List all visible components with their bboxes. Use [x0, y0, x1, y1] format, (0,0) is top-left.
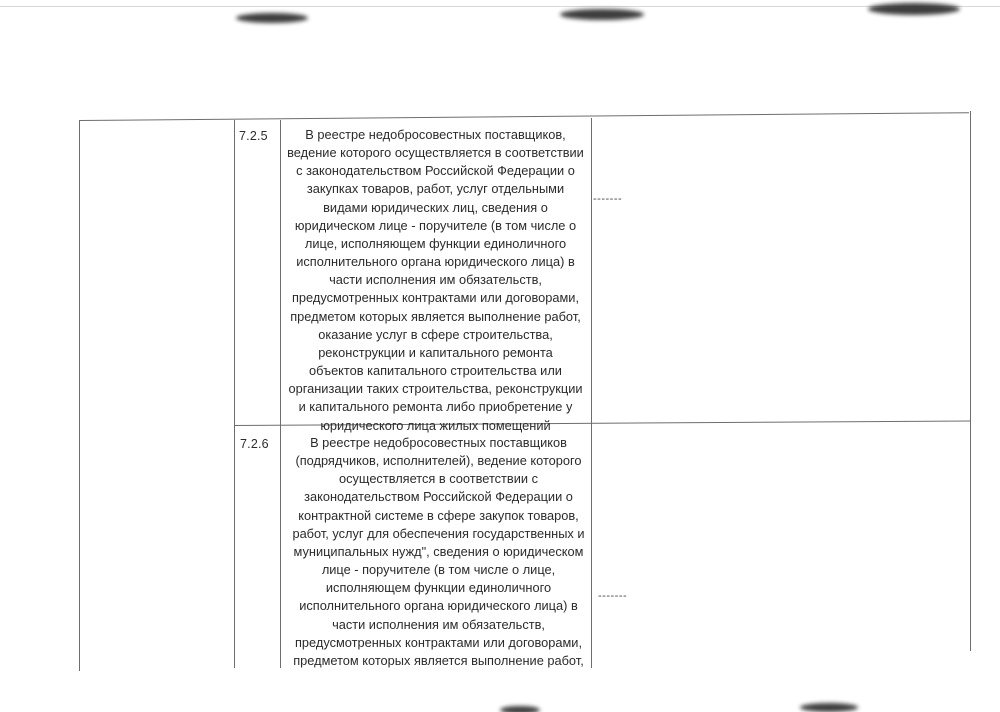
- row-number: 7.2.5: [239, 129, 268, 143]
- scan-smudge: [236, 13, 308, 23]
- row-text: В реестре недобросовестных поставщиков, ведение которого осуществляется в соответствии с законодательством Российской Федерации о закупках товаров, работ, услуг отдельными видами юридических лиц, сведения о юридическом лице - поручителе (в том числе о лице, исполняющем функции единоличного исполнительного органа юридического лица) в части исполнения им обязательств, предусмотренных контрактами или договорами, предметом которых является выполнение работ, оказание услуг в сфере строительства, реконструкции и капитального ремонта объектов капитального строительства или организации таких строительства, реконструкции и капитального ремонта либо приобретение у юридического лица жилых помещений: [287, 127, 584, 433]
- row-value: -------: [593, 193, 623, 205]
- table-right-border: [970, 111, 971, 651]
- scan-edge-line: [0, 6, 1000, 7]
- table-left-border: [79, 121, 80, 671]
- row-text: В реестре недобросовестных поставщиков (подрядчиков, исполнителей), ведение которого осуществляется в соответствии с законодательством Российской Федерации о контрактной системе в сфере закупок товаров, работ, услуг для обеспечения государственных и муниципальных нужд", сведения о юридическом лице - поручителе (в том числе о лице, исполняющем функции единоличного исполнительного органа юридического лица) в части исполнения им обязательств, предусмотренных контрактами или договорами, предметом которых является выполнение работ,: [292, 435, 585, 668]
- column-separator: [280, 120, 281, 668]
- row-number: 7.2.6: [240, 437, 269, 451]
- table-top-border: [79, 112, 969, 121]
- scan-smudge: [500, 706, 540, 712]
- scan-smudge: [560, 9, 644, 20]
- scan-smudge: [868, 3, 960, 15]
- column-separator: [234, 120, 235, 668]
- row-value: -------: [598, 590, 628, 602]
- scan-smudge: [800, 703, 858, 712]
